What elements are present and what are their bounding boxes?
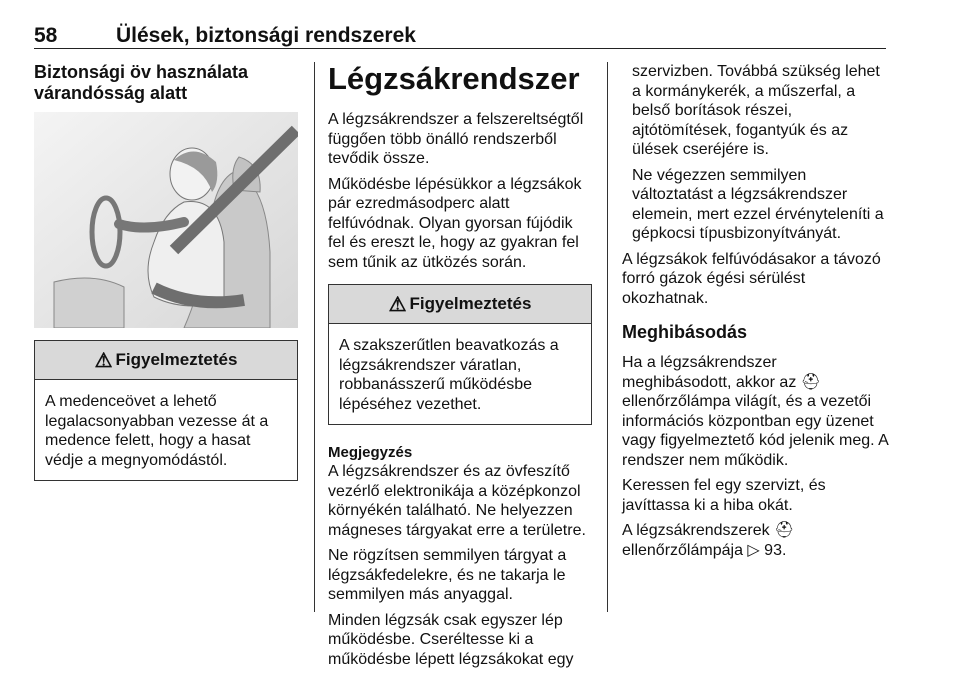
warning-title: Figyelmeztetés bbox=[409, 294, 532, 313]
warning-header bbox=[35, 341, 297, 380]
paragraph: Keressen fel egy szervizt, és javíttassa ki a hiba okát. bbox=[622, 477, 826, 514]
column-divider bbox=[314, 62, 315, 612]
page-reference[interactable]: 93. bbox=[764, 541, 787, 559]
section-subheading: Meghibásodás bbox=[622, 322, 748, 342]
airbag-icon: ⛑ bbox=[774, 522, 795, 539]
chapter-title: Ülések, biztonsági rendszerek bbox=[116, 24, 416, 47]
warning-header bbox=[329, 285, 591, 324]
paragraph: A légzsákok felfúvódásakor a távozó forró gázok égési sérülést okozhatnak. bbox=[622, 250, 881, 307]
page-number: 58 bbox=[34, 24, 58, 47]
column-2 bbox=[328, 62, 592, 675]
paragraph bbox=[622, 521, 890, 560]
column-3 bbox=[622, 62, 890, 566]
note-paragraph: Minden légzsák csak egyszer lép működésbe. Cseréltesse ki a működésbe lépett légzsákokat egy bbox=[328, 611, 574, 668]
warning-box bbox=[34, 340, 298, 481]
warning-text: A szakszerűtlen beavatkozás a légzsákrendszer váratlan, robbanásszerű működésbe lépéséhez vezethet. bbox=[339, 337, 559, 413]
section-subheading: Biztonsági öv használata várandósság alatt bbox=[34, 62, 249, 103]
paragraph bbox=[622, 353, 890, 470]
text-segment: Ha a légzsákrendszer meghibásodott, akkor az bbox=[622, 354, 801, 391]
paragraph: A légzsákrendszer a felszereltségtől függően több önálló rendszerből tevődik össze. bbox=[328, 111, 584, 167]
text-segment: A légzsákrendszerek bbox=[622, 522, 775, 539]
page-ref-arrow-icon: ▷ bbox=[747, 541, 760, 559]
text-segment: ellenőrzőlámpája bbox=[622, 541, 748, 559]
text-segment: ellenőrzőlámpa világít, és a vezetői információs központban egy üzenet vagy figyelmeztető kód jelenik meg. A rendszer nem működik. bbox=[622, 393, 888, 469]
paragraph: Ne végezzen semmilyen változtatást a légzsákrendszer elemein, mert ezzel érvényteleníti a gépkocsi típusbizonyítványát. bbox=[632, 166, 884, 242]
warning-box bbox=[328, 284, 592, 425]
section-heading: Légzsákrendszer bbox=[328, 61, 580, 96]
paragraph: Működésbe lépésükkor a légzsákok pár ezredmásodperc alatt felfúvódnak. Olyan gyorsan fújódik fel és ereszt le, hogy az gyakran fel sem tűnik az ütközés során. bbox=[328, 175, 582, 271]
pregnant-seatbelt-illustration bbox=[34, 112, 298, 328]
note-paragraph: Ne rögzítsen semmilyen tárgyat a légzsákfedelekre, és ne takarja le semmilyen más anyaggal. bbox=[328, 547, 567, 603]
note-paragraph: A légzsákrendszer és az övfeszítő vezérlő elektronikája a középkonzol környékén található. Ne helyezzen mágneses tárgyakat erre a területre. bbox=[328, 463, 586, 539]
paragraph: szervizben. Továbbá szükség lehet a kormánykerék, a műszerfal, a belső borítások részei, ajtótömítések, fogantyúk és az ülések cseréjére is. bbox=[632, 63, 880, 158]
page-header bbox=[34, 18, 886, 49]
warning-text: A medenceövet a lehető legalacsonyabban vezesse át a medence felett, hogy a hasat védje a megnyomódástól. bbox=[45, 393, 269, 469]
column-divider bbox=[607, 62, 608, 612]
column-1 bbox=[34, 62, 298, 491]
warning-triangle-icon: ⚠ bbox=[94, 349, 113, 372]
note-title: Megjegyzés bbox=[328, 444, 413, 461]
warning-triangle-icon: ⚠ bbox=[388, 293, 407, 316]
warning-title: Figyelmeztetés bbox=[115, 350, 238, 369]
airbag-icon: ⛑ bbox=[800, 373, 822, 391]
